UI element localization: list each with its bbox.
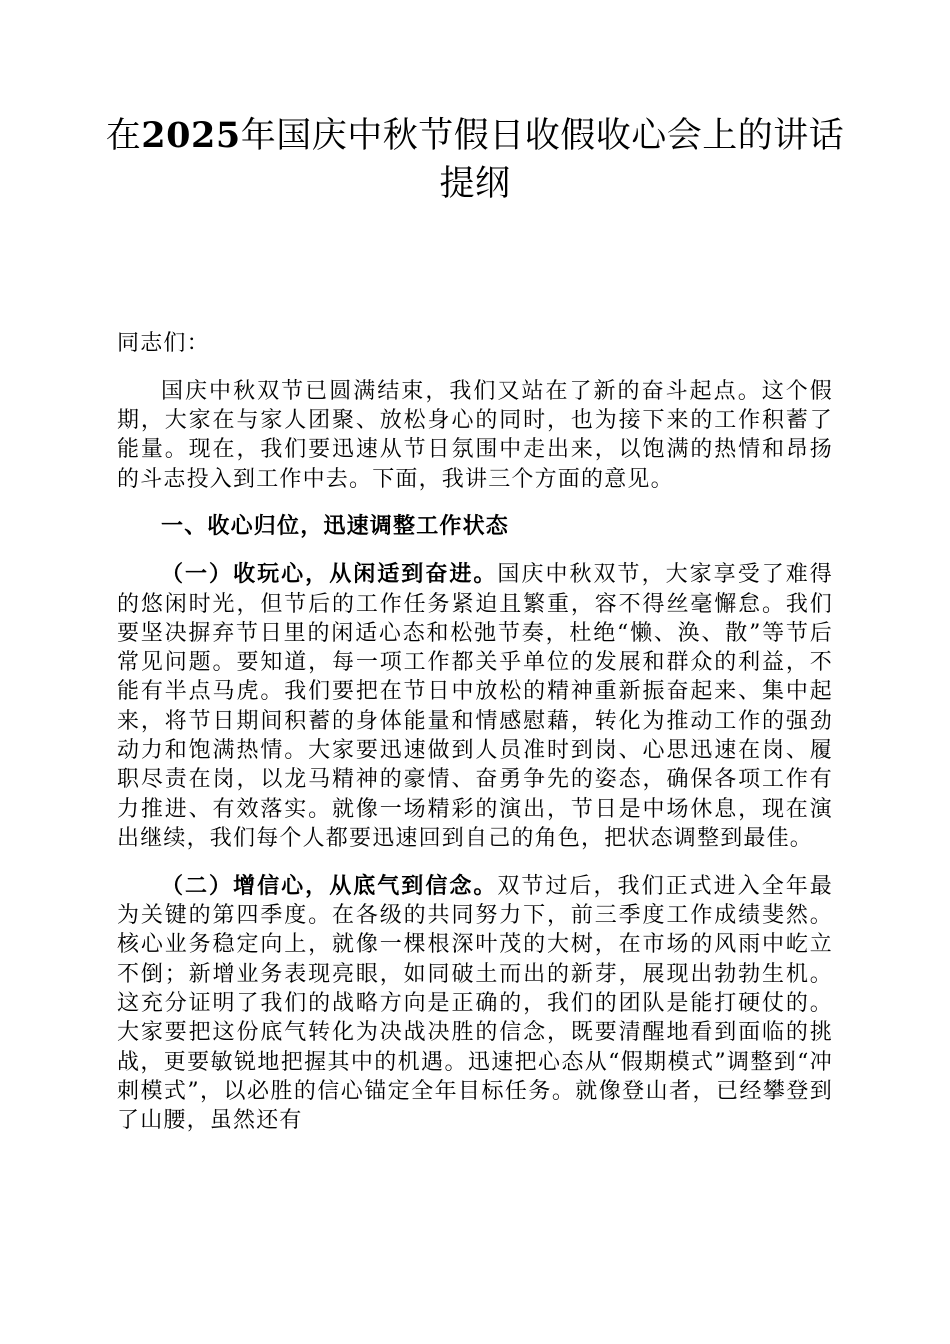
- document-body: [117, 329, 833, 1154]
- paragraph-1-text: 国庆中秋双节，大家享受了难得的悠闲时光，但节后的工作任务紧迫且繁重，容不得丝毫懈怠。我们要坚决摒弃节日里的闲适心态和松弛节奏，杜绝“懒、涣、散”等节后常见问题。要知道，每一项工作都关乎单位的发展和群众的利益，不能有半点马虎。我们要把在节日中放松的精神重新振奋起来、集中起来，将节日期间积蓄的身体能量和情感慰藉，转化为推动工作的强劲动力和饱满热情。大家要迅速做到人员准时到岗、心思迅速在岗、履职尽责在岗，以龙马精神的豪情、奋勇争先的姿态，确保各项工作有力推进、有效落实。就像一场精彩的演出，节日是中场休息，现在演出继续，我们每个人都要迅速回到自己的角色，把状态调整到最佳。: [117, 562, 833, 851]
- salutation: 同志们：: [117, 331, 210, 356]
- paragraph-1: [117, 560, 833, 853]
- paragraph-2-lead: （二）增信心，从底气到信念。: [161, 872, 498, 899]
- title-line-1: [80, 112, 870, 160]
- intro-paragraph: 国庆中秋双节已圆满结束，我们又站在了新的奋斗起点。这个假期，大家在与家人团聚、放松身心的同时，也为接下来的工作积蓄了能量。现在，我们要迅速从节日氛围中走出来，以饱满的热情和昂扬的斗志投入到工作中去。下面，我讲三个方面的意见。: [117, 378, 833, 492]
- title-year: 2025: [141, 115, 241, 156]
- section-heading-1: 一、收心归位，迅速调整工作状态: [161, 513, 510, 540]
- paragraph-2-text: 双节过后，我们正式进入全年最为关键的第四季度。在各级的共同努力下，前三季度工作成绩斐然。核心业务稳定向上，就像一棵根深叶茂的大树，在市场的风雨中屹立不倒；新增业务表现亮眼，如同破土而出的新芽，展现出勃勃生机。这充分证明了我们的战略方向是正确的，我们的团队是能打硬仗的。大家要把这份底气转化为决战决胜的信念，既要清醒地看到面临的挑战，更要敏锐地把握其中的机遇。迅速把心态从“假期模式”调整到“冲刺模式”，以必胜的信心锚定全年目标任务。就像登山者，已经攀登到了山腰，虽然还有: [117, 873, 833, 1134]
- title-suffix: 年国庆中秋节假日收假收心会上的讲话: [240, 116, 845, 156]
- paragraph-2: [117, 872, 833, 1136]
- document-title: [80, 112, 870, 208]
- paragraph-1-lead: （一）收玩心，从闲适到奋进。: [161, 561, 498, 588]
- title-prefix: 在: [105, 116, 142, 156]
- title-line-2: 提纲: [439, 164, 511, 204]
